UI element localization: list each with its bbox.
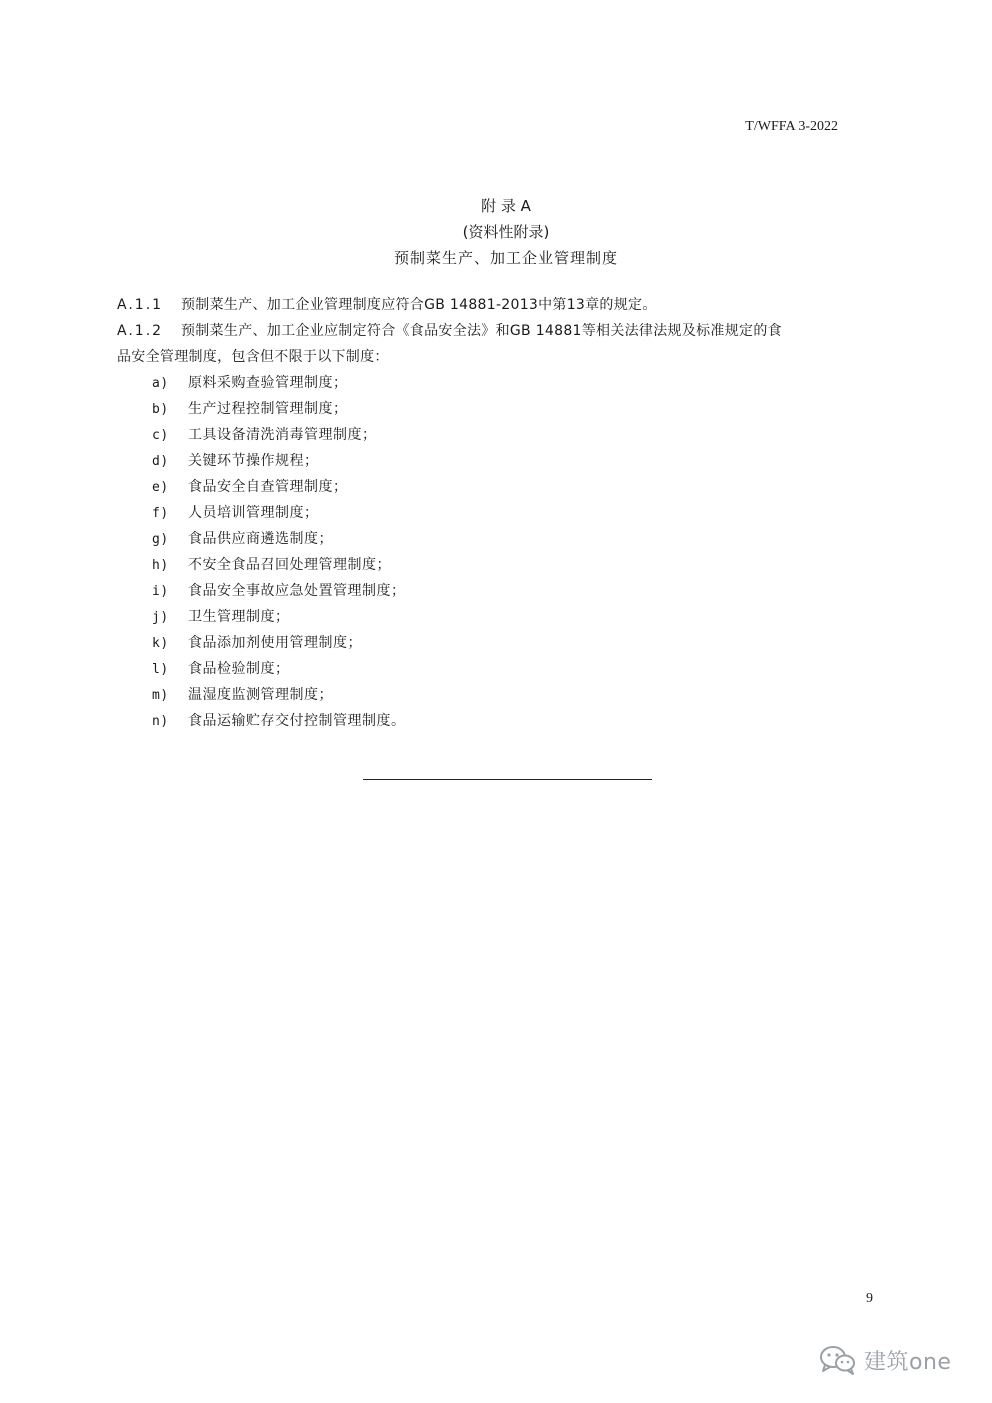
- list-text: 原料采购查验管理制度；: [188, 375, 348, 391]
- regulation-list: [152, 370, 406, 734]
- list-marker: h): [152, 558, 169, 573]
- annex-heading: [0, 193, 992, 271]
- end-rule: [363, 779, 652, 780]
- list-marker: l): [152, 662, 169, 677]
- list-text: 温湿度监测管理制度；: [188, 687, 333, 703]
- list-marker: j): [152, 610, 169, 625]
- list-item: [152, 552, 406, 578]
- list-item: [152, 448, 406, 474]
- list-marker: c): [152, 428, 169, 443]
- list-text: 食品检验制度；: [188, 661, 290, 677]
- list-item: [152, 656, 406, 682]
- clause-number: A.1.2: [117, 323, 164, 339]
- list-marker: e): [152, 480, 169, 495]
- list-text: 食品运输贮存交付控制管理制度。: [188, 713, 406, 729]
- annex-kind: (资料性附录): [462, 223, 550, 241]
- clause-a-1-2: [117, 318, 917, 370]
- list-marker: f): [152, 506, 169, 521]
- list-marker: b): [152, 402, 169, 417]
- list-marker: d): [152, 454, 169, 469]
- list-text: 食品安全自查管理制度；: [188, 479, 348, 495]
- list-text: 食品供应商遴选制度；: [188, 531, 333, 547]
- clause-text-line1: 预制菜生产、加工企业应制定符合《食品安全法》和GB 14881等相关法律法规及标准规定的食: [181, 323, 782, 339]
- list-text: 工具设备清洗消毒管理制度；: [188, 427, 377, 443]
- list-item: [152, 370, 406, 396]
- list-item: [152, 604, 406, 630]
- list-item: [152, 578, 406, 604]
- list-item: [152, 474, 406, 500]
- list-text: 不安全食品召回处理管理制度；: [188, 557, 391, 573]
- clause-text: 预制菜生产、加工企业管理制度应符合GB 14881-2013中第13章的规定。: [181, 297, 657, 313]
- list-marker: k): [152, 636, 169, 651]
- list-text: 人员培训管理制度；: [188, 505, 319, 521]
- list-marker: m): [152, 688, 169, 703]
- watermark: [818, 1340, 951, 1380]
- page-number: 9: [866, 1291, 873, 1306]
- annex-label: 附 录 A: [481, 197, 531, 215]
- standard-code: T/WFFA 3-2022: [745, 119, 838, 134]
- clause-text-line2: 品安全管理制度，包含但不限于以下制度：: [117, 349, 389, 365]
- list-item: [152, 630, 406, 656]
- clause-number: A.1.1: [117, 297, 164, 313]
- wechat-icon: [818, 1344, 858, 1376]
- clause-a-1-1: [117, 292, 917, 318]
- annex-title: 预制菜生产、加工企业管理制度: [393, 249, 618, 267]
- list-item: [152, 396, 406, 422]
- list-item: [152, 422, 406, 448]
- list-marker: g): [152, 532, 169, 547]
- list-item: [152, 526, 406, 552]
- list-text: 关键环节操作规程；: [188, 453, 319, 469]
- list-text: 食品添加剂使用管理制度；: [188, 635, 362, 651]
- list-item: [152, 682, 406, 708]
- list-marker: a): [152, 376, 169, 391]
- list-text: 生产过程控制管理制度；: [188, 401, 348, 417]
- list-item: [152, 500, 406, 526]
- list-marker: n): [152, 714, 169, 729]
- list-text: 卫生管理制度；: [188, 609, 290, 625]
- list-marker: i): [152, 584, 169, 599]
- watermark-text: 建筑one: [864, 1349, 952, 1375]
- list-text: 食品安全事故应急处置管理制度；: [188, 583, 406, 599]
- list-item: [152, 708, 406, 734]
